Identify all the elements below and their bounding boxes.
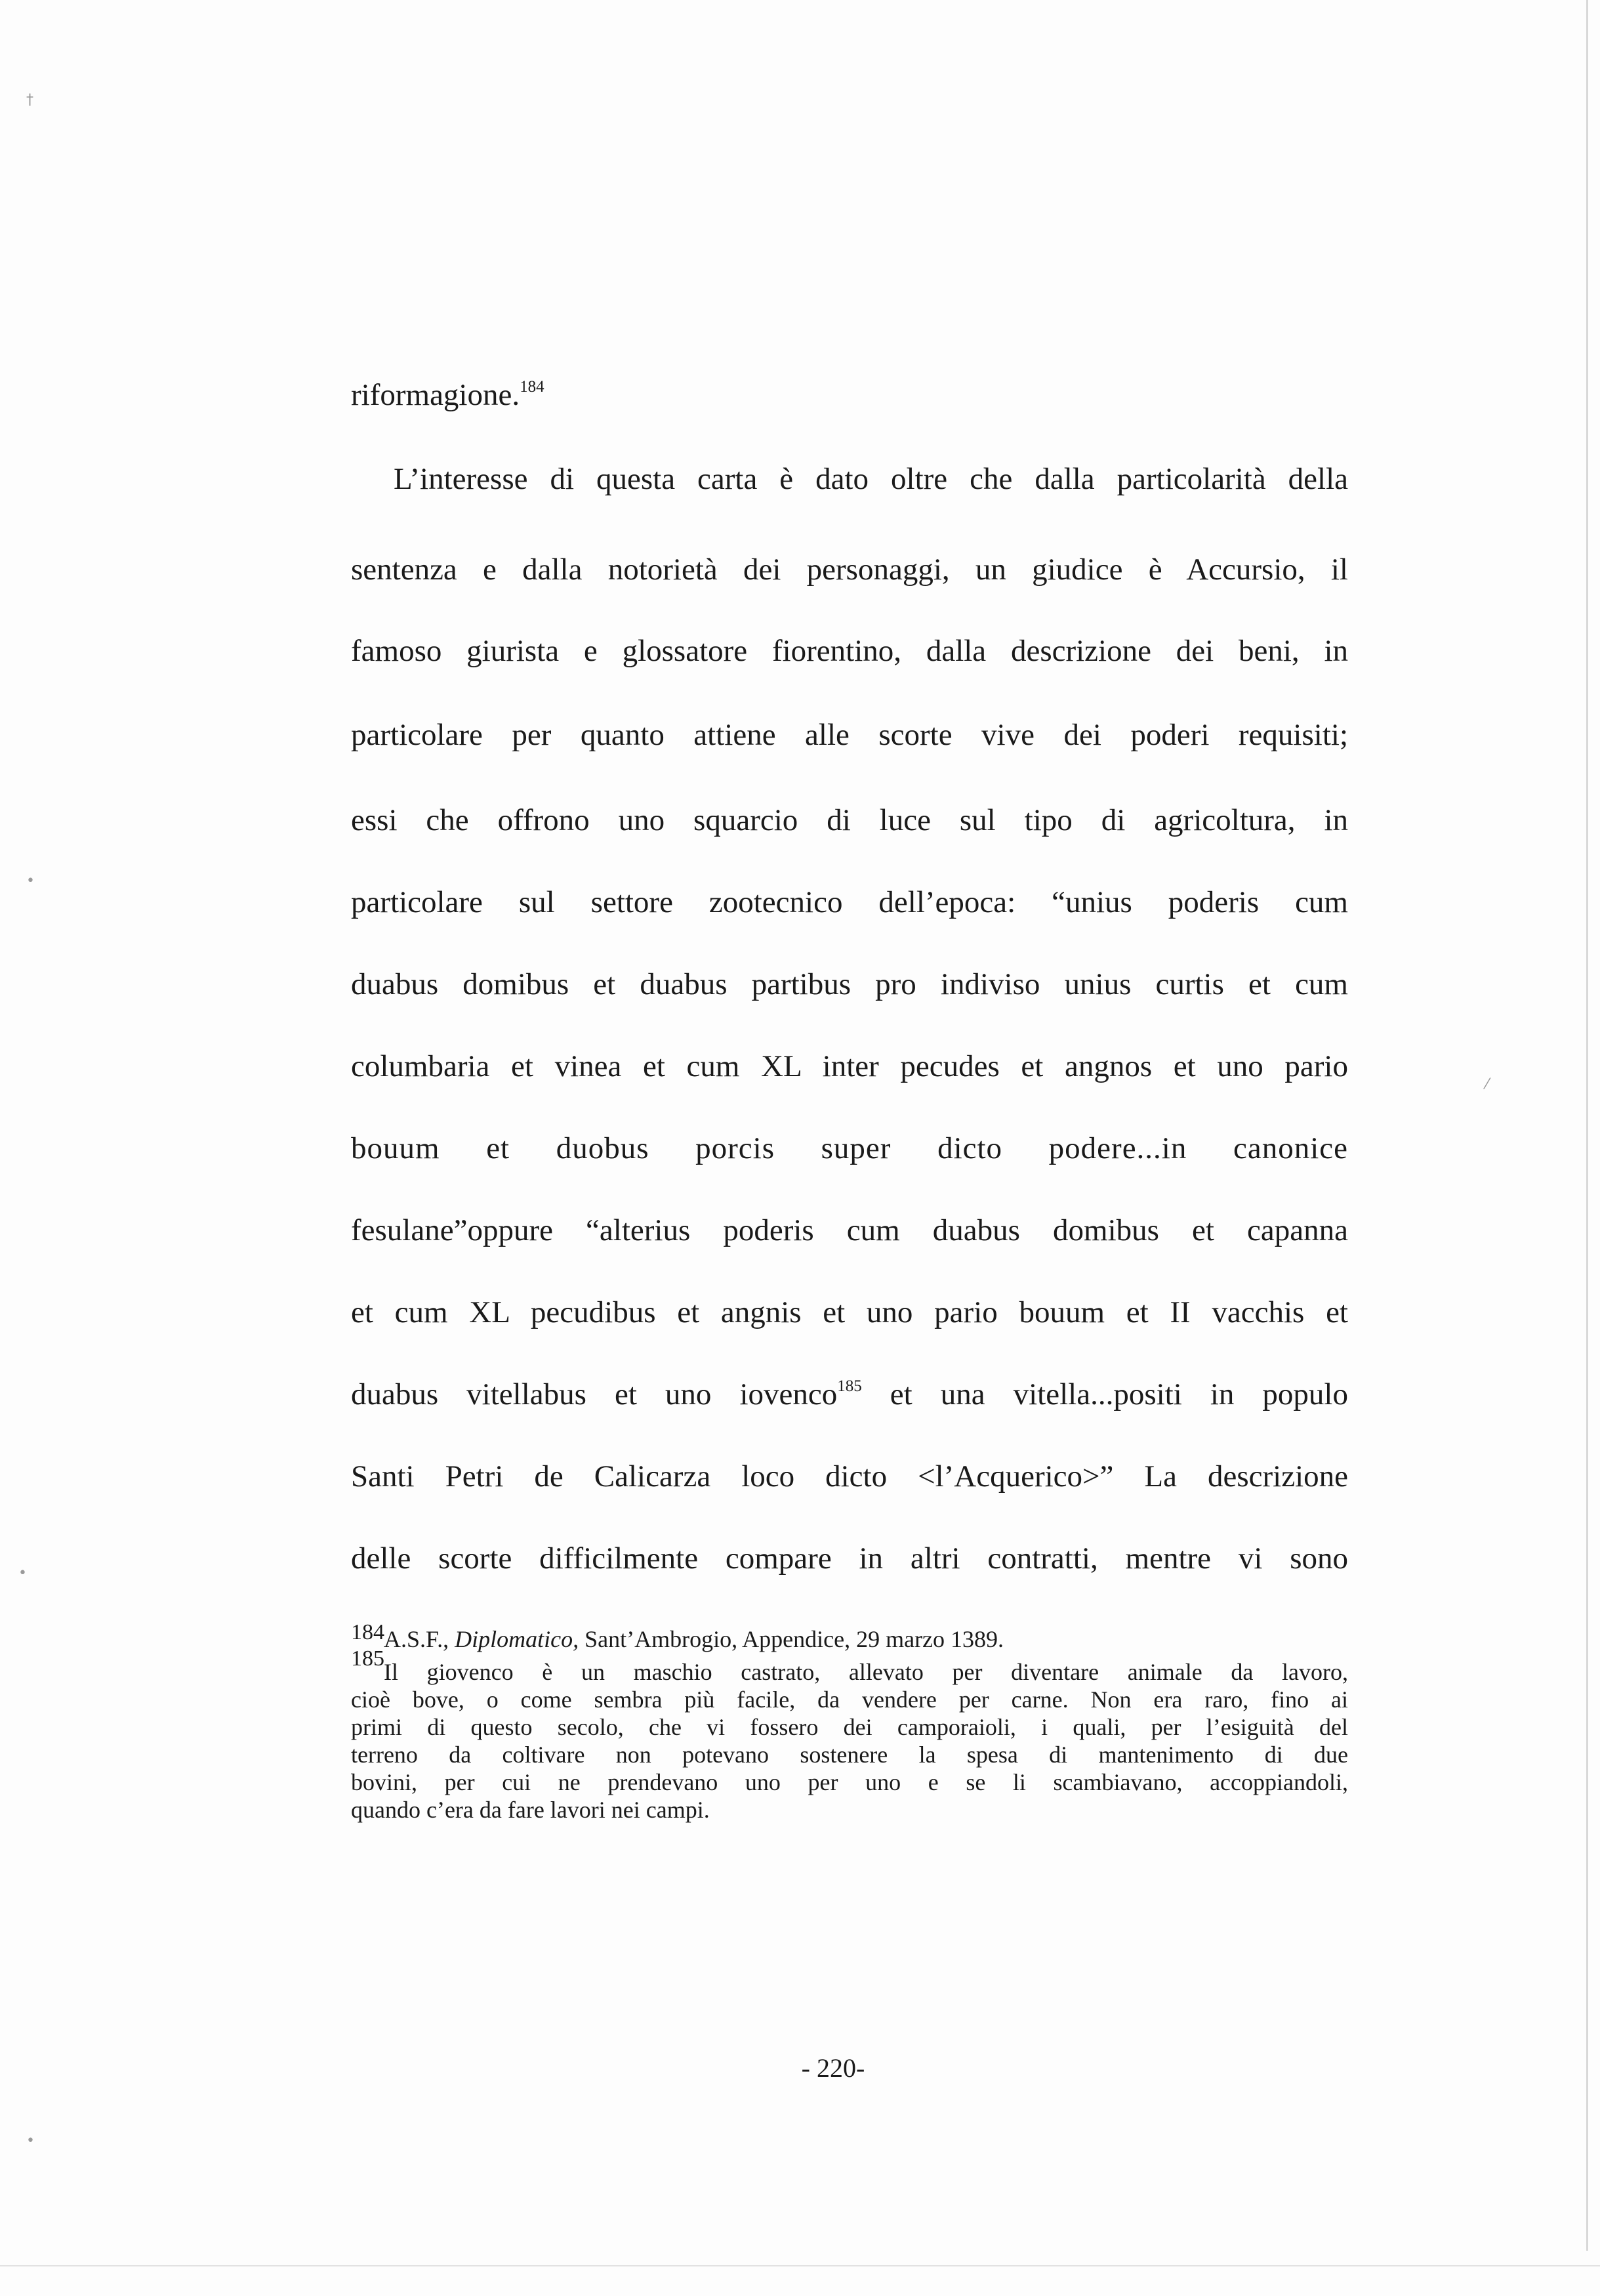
body-line-12: et cum XL pecudibus et angnis et uno pario bouum et II vacchis et (351, 1295, 1348, 1329)
body-line-5: particolare per quanto attiene alle scorte vive dei poderi requisiti; (351, 718, 1348, 752)
body-line-15: delle scorte difficilmente compare in altri contratti, mentre vi sono (351, 1541, 1348, 1576)
footnote-184: A.S.F., Diplomatico, Sant’Ambrogio, Appendice, 29 marzo 1389. (384, 1626, 1004, 1652)
footnote-185-number: 185 (351, 1646, 384, 1671)
footnote-184-number: 184 (351, 1620, 384, 1644)
body-line-7: particolare sul settore zootecnico dell’epoca: “unius poderis cum (351, 885, 1348, 919)
footnote-185-line-4: terreno da coltivare non potevano sostenere la spesa di mantenimento di due (351, 1742, 1348, 1768)
page-bottom-edge (0, 2265, 1600, 2266)
scan-speck: • (18, 1565, 27, 1581)
scan-speck: • (26, 873, 35, 889)
footnotes (351, 1621, 1348, 1896)
page-number: - 220- (801, 2053, 865, 2083)
body-line-1: riformagione.$^{184}$ (351, 378, 544, 412)
footnote-185-line-2: cioè bove, o come sembra più facile, da vendere per carne. Non era raro, fino ai (351, 1686, 1348, 1713)
scan-speck: ⁄ (1486, 1076, 1488, 1093)
footnote-185-line-1: Il giovenco è un maschio castrato, allevato per diventare animale da lavoro, (384, 1659, 1348, 1685)
footnote-ref-185: 185 (837, 1377, 862, 1395)
footnote-185-line-5: bovini, per cui ne prendevano uno per uno e se li scambiavano, accoppiandoli, (351, 1769, 1348, 1795)
body-line-9: columbaria et vinea et cum XL inter pecudes et angnos et uno pario (351, 1049, 1348, 1083)
body-line-3: sentenza e dalla notorietà dei personaggi, un giudice è Accursio, il (351, 553, 1348, 587)
footnote-185-line-3: primi di questo secolo, che vi fossero dei camporaioli, i quali, per l’esiguità del (351, 1714, 1348, 1740)
body-line-8: duabus domibus et duabus partibus pro indiviso unius curtis et cum (351, 967, 1348, 1001)
body-line-10: bouum et duobus porcis super dicto podere...in canonice (351, 1131, 1348, 1165)
body-line-13: duabus vitellabus et uno iovenco$^{185}$ et una vitella...positi in populo (351, 1377, 1348, 1411)
footnote-185-line-6: quando c’era da fare lavori nei campi. (351, 1797, 710, 1823)
page-edge-shadow (1586, 0, 1588, 2251)
body-line-2: L’interesse di questa carta è dato oltre che dalla particolarità della (394, 462, 1348, 496)
body-line-6: essi che offrono uno squarcio di luce sul tipo di agricoltura, in (351, 803, 1348, 837)
scan-speck: † (26, 92, 33, 108)
footnote-ref-184: 184 (520, 378, 544, 396)
scan-speck: • (26, 2133, 35, 2149)
body-line-14: Santi Petri de Calicarza loco dicto <l’Acquerico>” La descrizione (351, 1459, 1348, 1493)
body-line-11: fesulane”oppure “alterius poderis cum duabus domibus et capanna (351, 1213, 1348, 1247)
body-line-4: famoso giurista e glossatore fiorentino, dalla descrizione dei beni, in (351, 634, 1348, 668)
